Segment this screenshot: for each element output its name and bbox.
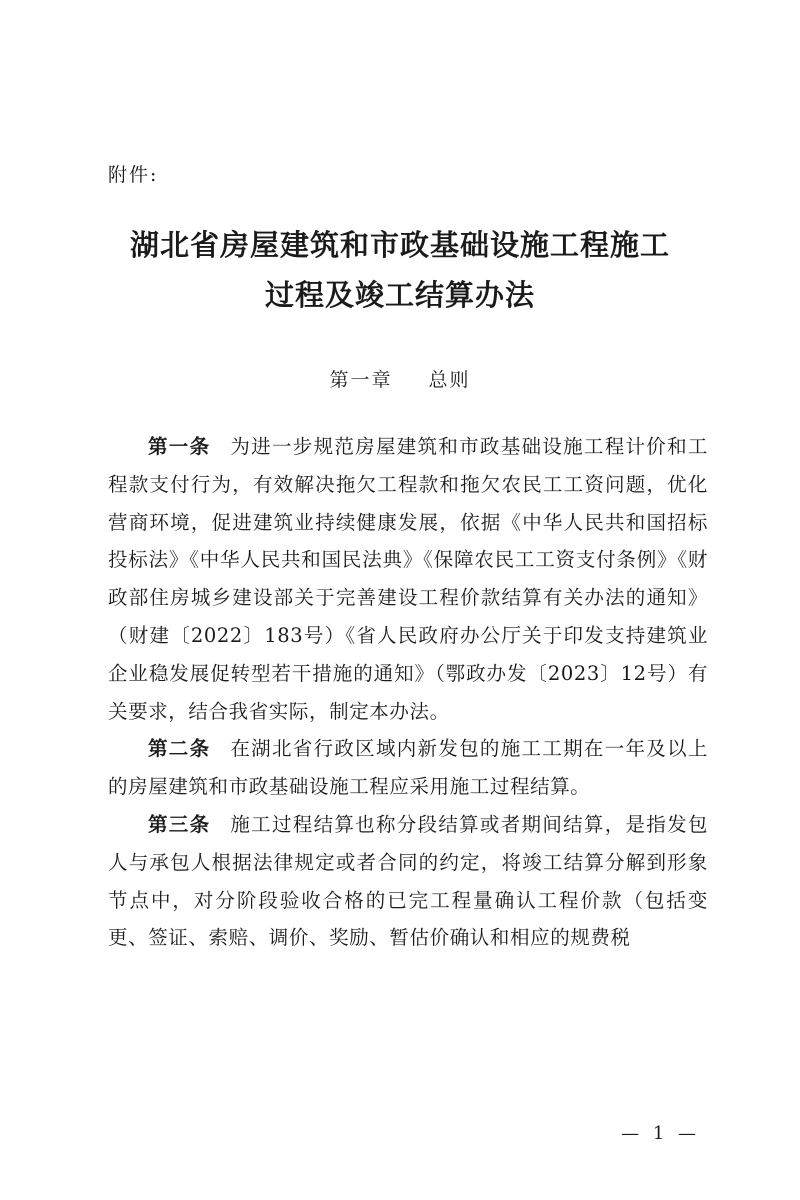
chapter-name: 总则 (428, 369, 471, 391)
article-1-text: 为进一步规范房屋建筑和市政基础设施工程计价和工程款支付行为，有效解决拖欠工程款和拖欠农民工工资问题，优化营商环境，促进建筑业持续健康发展，依据《中华人民共和国招标投标法》《中华人民共和国民法典》《保障农民工工资支付条例》《财政部住房城乡建设部关于完善建设工程价款结算有关办法的通知》（财建〔2022〕183号）《省人民政府办公厅关于印发支持建筑业企业稳发展促转型若干措施的通知》（鄂政办发〔2023〕12号）有关要求，结合我省实际，制定本办法。 (108, 435, 708, 723)
article-1 (108, 428, 708, 730)
article-1-head: 第一条 (148, 435, 211, 458)
document-body (108, 428, 708, 957)
document-title-line-2: 过程及竣工结算办法 (264, 278, 535, 312)
attachment-label: 附件: (108, 164, 159, 186)
article-2 (108, 730, 708, 806)
article-2-text: 在湖北省行政区域内新发包的施工工期在一年及以上的房屋建筑和市政基础设施工程应采用施工过程结算。 (108, 737, 708, 799)
article-3-head: 第三条 (148, 812, 211, 836)
chapter-heading (0, 365, 800, 392)
page-number: — 1 — (621, 1123, 700, 1144)
article-3 (108, 806, 708, 957)
chapter-number: 第一章 (329, 369, 393, 391)
article-2-head: 第二条 (148, 737, 211, 761)
article-3-text: 施工过程结算也称分段结算或者期间结算，是指发包人与承包人根据法律规定或者合同的约定，将竣工结算分解到形象节点中，对分阶段验收合格的已完工程量确认工程价款（包括变更、签证、索赔、调价、奖励、暂估价确认和相应的规费税 (108, 812, 708, 950)
document-title-line-1: 湖北省房屋建筑和市政基础设施工程施工 (129, 228, 670, 262)
